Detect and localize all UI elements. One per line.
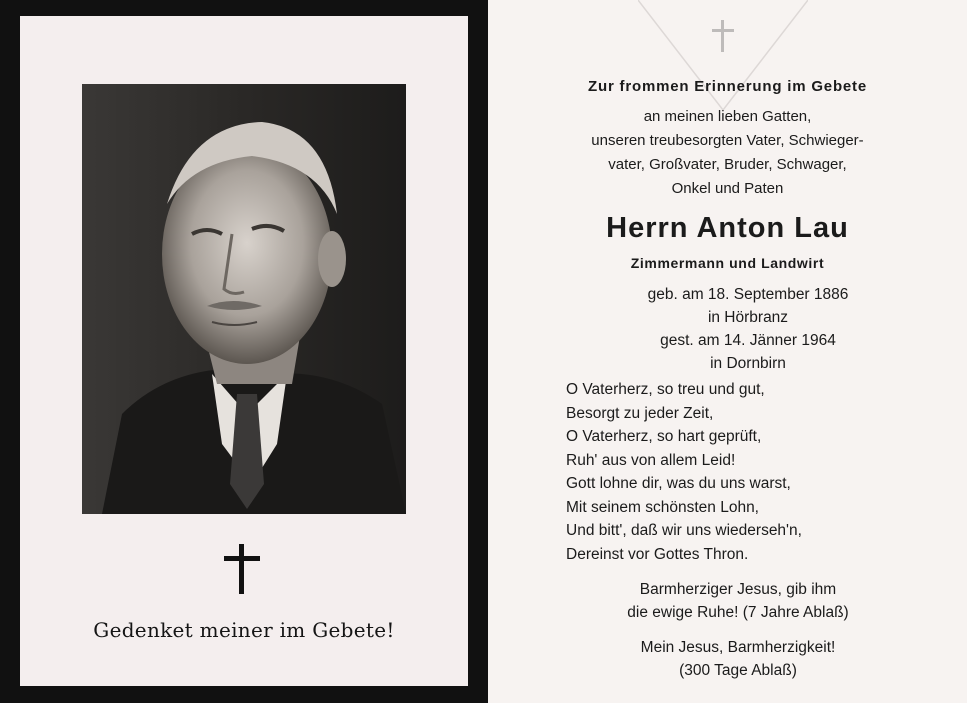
faint-envelope-flap [638, 0, 808, 120]
poem-line: Gott lohne dir, was du uns warst, [566, 475, 791, 492]
intro-line: unseren treubesorgten Vater, Schwieger- [591, 132, 864, 149]
poem-line: O Vaterherz, so hart geprüft, [566, 428, 762, 445]
memorial-card-back [488, 0, 967, 703]
poem-line: Dereinst vor Gottes Thron. [566, 545, 749, 563]
prayer-indulgence-2 [508, 636, 967, 682]
cross-icon [224, 544, 260, 594]
memorial-poem [566, 378, 802, 566]
portrait-photo [82, 84, 406, 514]
prayer-indulgence-1 [508, 578, 967, 624]
poem-line: Ruh' aus von allem Leid! [566, 451, 736, 469]
prayer-line: (300 Tage Ablaß) [679, 662, 797, 679]
death-date: gest. am 14. Jänner 1964 [660, 332, 836, 349]
card-front-paper [20, 16, 468, 686]
birth-place: in Hörbranz [707, 309, 789, 326]
birth-date: geb. am 18. September 1886 [647, 286, 849, 303]
intro-text [488, 105, 967, 201]
remembrance-text: Gedenket meiner im Gebete! [93, 618, 395, 642]
poem-line: Mit seinem schönsten Lohn, [566, 498, 759, 516]
death-place: in Dornbirn [710, 355, 786, 372]
prayer-line: Mein Jesus, Barmherzigkeit! [640, 639, 836, 656]
poem-line: O Vaterherz, so treu und gut, [566, 381, 765, 398]
prayer-line: die ewige Ruhe! (7 Jahre Ablaß) [627, 604, 849, 621]
life-dates [598, 283, 898, 375]
occupation: Zimmermann und Landwirt [630, 255, 825, 271]
prayer-line: Barmherziger Jesus, gib ihm [639, 581, 837, 598]
card-heading: Zur frommen Erinnerung im Gebete [588, 78, 867, 95]
intro-line: Onkel und Paten [671, 180, 784, 197]
poem-line: Und bitt', daß wir uns wiederseh'n, [566, 522, 802, 539]
intro-line: vater, Großvater, Bruder, Schwager, [608, 156, 847, 173]
deceased-name: Herrn Anton Lau [606, 212, 849, 244]
intro-line: an meinen lieben Gatten, [643, 108, 812, 125]
poem-line: Besorgt zu jeder Zeit, [566, 404, 714, 422]
faint-cross-icon [710, 20, 736, 52]
